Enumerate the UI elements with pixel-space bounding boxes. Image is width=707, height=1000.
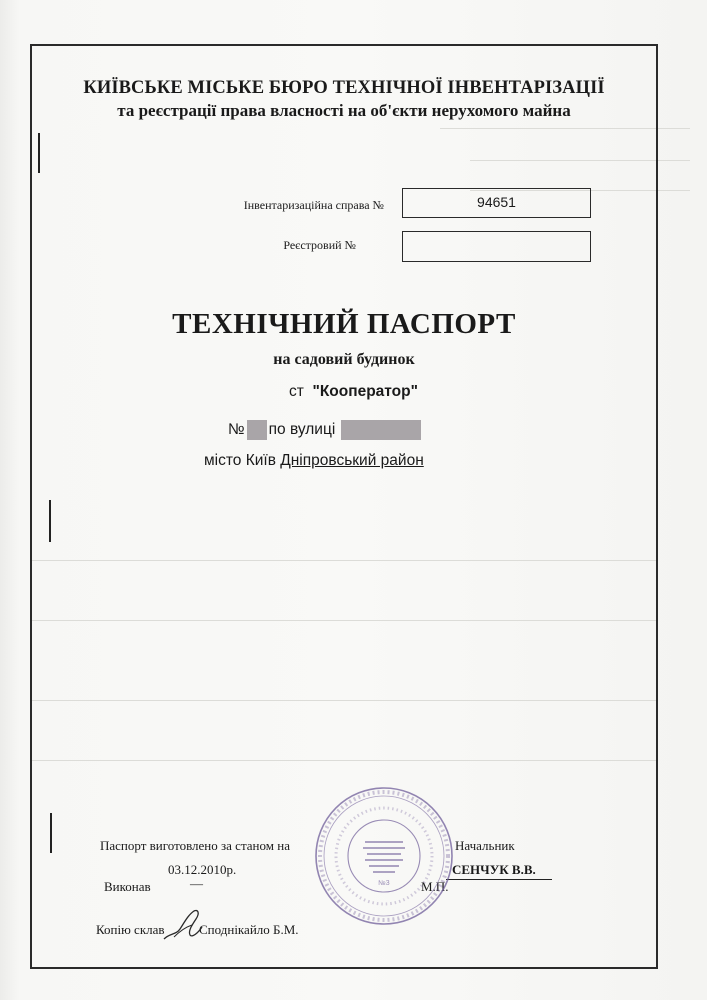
chief-name: СЕНЧУК В.В. xyxy=(452,862,536,877)
number-prefix: № xyxy=(228,421,245,438)
city-line xyxy=(204,452,424,470)
redacted-number xyxy=(247,420,267,440)
address-line xyxy=(228,420,421,440)
organization-name: КИЇВСЬКЕ МІСЬКЕ БЮРО ТЕХНІЧНОЇ ІНВЕНТАРІЗАЦІЇ xyxy=(83,78,605,98)
chief-label: Начальник xyxy=(455,838,515,853)
passport-date: 03.12.2010р. xyxy=(168,862,237,877)
svg-text:№3: №3 xyxy=(378,880,390,887)
seal-label: М.П. xyxy=(421,879,449,894)
registry-field xyxy=(402,231,591,262)
document-title: ТЕХНІЧНИЙ ПАСПОРТ xyxy=(172,308,516,340)
coop-prefix: ст xyxy=(289,383,304,400)
coop-name: "Кооператор" xyxy=(312,383,418,400)
copy-made-by: Споднікайло Б.М. xyxy=(199,922,299,937)
executor-value: — xyxy=(190,876,203,891)
inventory-case-label: Інвентаризаційна справа № xyxy=(243,198,384,212)
cooperative-line xyxy=(0,383,707,401)
official-round-seal-icon xyxy=(313,785,455,927)
document-subtitle: на садовий будинок xyxy=(273,351,415,368)
street-prefix: по вулиці xyxy=(268,421,336,438)
inventory-case-field: 94651 xyxy=(402,188,591,218)
organization-subtitle: та реєстрації права власності на об'єкти нерухомого майна xyxy=(117,101,571,120)
handwritten-signature-icon xyxy=(162,905,206,945)
copy-made-label: Копію склав xyxy=(96,922,165,937)
chief-underline xyxy=(446,879,552,880)
executor-label: Виконав xyxy=(104,879,151,894)
passport-made-label: Паспорт виготовлено за станом на xyxy=(100,838,290,853)
redacted-street xyxy=(341,420,421,440)
registry-label: Реєстровий № xyxy=(283,238,356,252)
district-name: Дніпровський район xyxy=(280,452,424,469)
city-label: місто Київ xyxy=(204,452,276,469)
